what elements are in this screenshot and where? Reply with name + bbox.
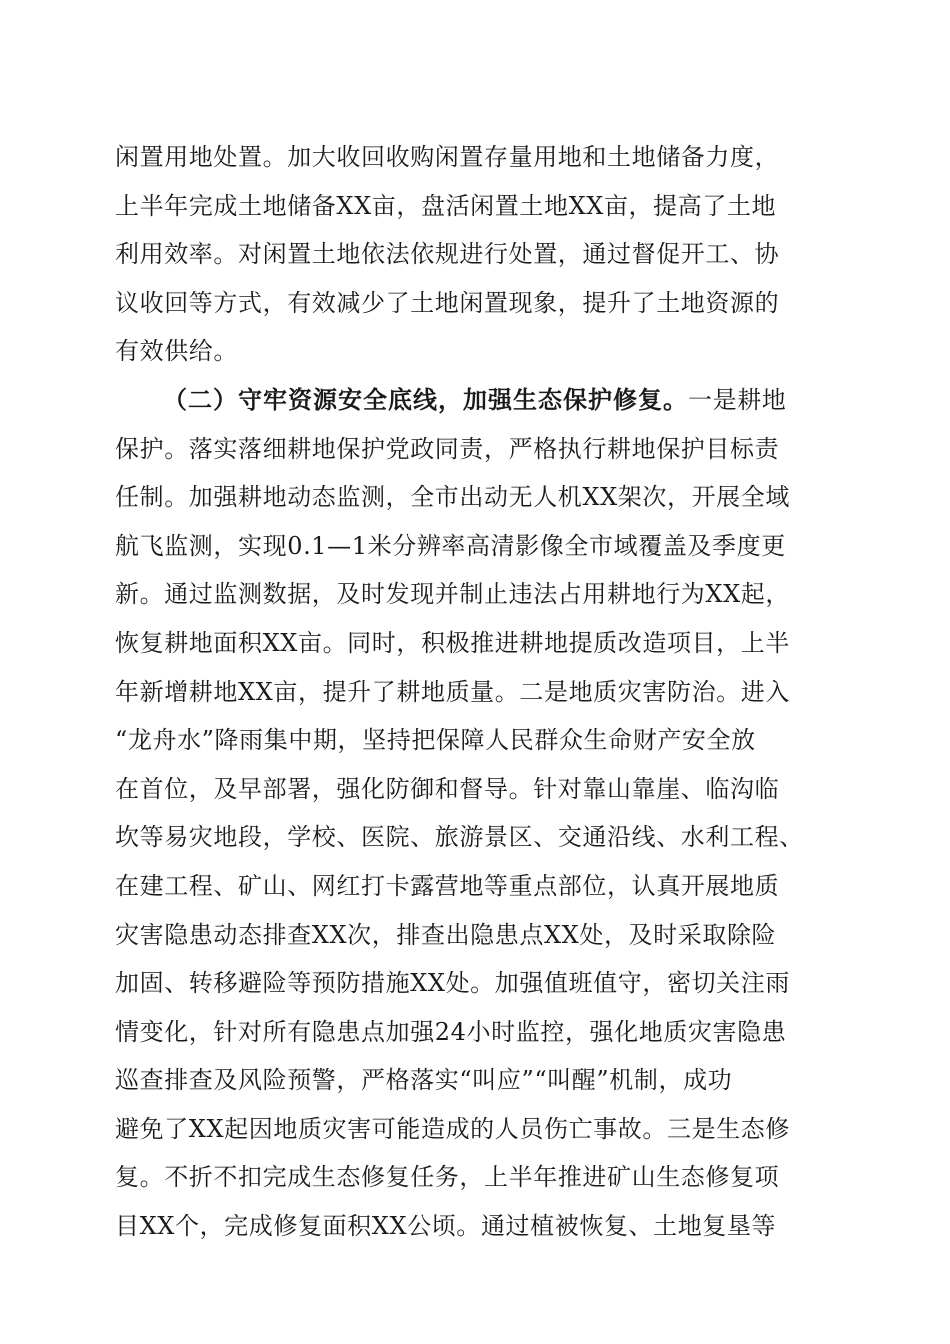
text-line: 灾害隐患动态排查XX次，排查出隐患点XX处，及时采取除险 — [115, 920, 777, 949]
text-line: 情变化，针对所有隐患点加强24小时监控，强化地质灾害隐患 — [115, 1017, 787, 1046]
text-line: “龙舟水”降雨集中期，坚持把保障人民群众生命财产安全放 — [115, 726, 756, 755]
text-line: 航飞监测，实现0.1—1米分辨率高清影像全市域覆盖及季度更 — [115, 531, 786, 560]
text-line: 年新增耕地XX亩，提升了耕地质量。二是地质灾害防治。进入 — [115, 677, 790, 706]
text-line: 在建工程、矿山、网红打卡露营地等重点部位，认真开展地质 — [115, 871, 780, 900]
text-line: 恢复耕地面积XX亩。同时，积极推进耕地提质改造项目，上半 — [115, 628, 790, 657]
section-first-line — [115, 376, 835, 425]
text-line: 复。不折不扣完成生态修复任务，上半年推进矿山生态修复项 — [115, 1163, 780, 1192]
text-line: 任制。加强耕地动态监测，全市出动无人机XX架次，开展全域 — [115, 483, 790, 512]
text-line: 坎等易灾地段，学校、医院、旅游景区、交通沿线、水利工程、 — [115, 823, 804, 852]
text-line: 避免了XX起因地质灾害可能造成的人员伤亡事故。三是生态修 — [115, 1114, 790, 1143]
document-body — [115, 133, 835, 1251]
section-heading: （二）守牢资源安全底线，加强生态保护修复。 — [163, 385, 688, 414]
text-line: 议收回等方式，有效减少了土地闲置现象，提升了土地资源的 — [115, 288, 780, 317]
section-first-line-text: 一是耕地 — [688, 385, 787, 414]
text-line: 巡查排查及风险预警，严格落实“叫应”“叫醒”机制，成功 — [115, 1066, 733, 1095]
text-line: 有效供给。 — [115, 337, 238, 366]
text-line: 目XX个，完成修复面积XX公顷。通过植被恢复、土地复垦等 — [115, 1212, 777, 1241]
text-line: 上半年完成土地储备XX亩，盘活闲置土地XX亩，提高了土地 — [115, 191, 777, 220]
text-line: 新。通过监测数据，及时发现并制止违法占用耕地行为XX起， — [115, 580, 790, 609]
text-line: 加固、转移避险等预防措施XX处。加强值班值守，密切关注雨 — [115, 969, 790, 998]
text-line: 保护。落实落细耕地保护党政同责，严格执行耕地保护目标责 — [115, 434, 780, 463]
text-line: 闲置用地处置。加大收回收购闲置存量用地和土地储备力度， — [115, 143, 780, 171]
text-line: 在首位，及早部署，强化防御和督导。针对靠山靠崖、临沟临 — [115, 774, 780, 803]
text-line: 利用效率。对闲置土地依法依规进行处置，通过督促开工、协 — [115, 240, 780, 269]
